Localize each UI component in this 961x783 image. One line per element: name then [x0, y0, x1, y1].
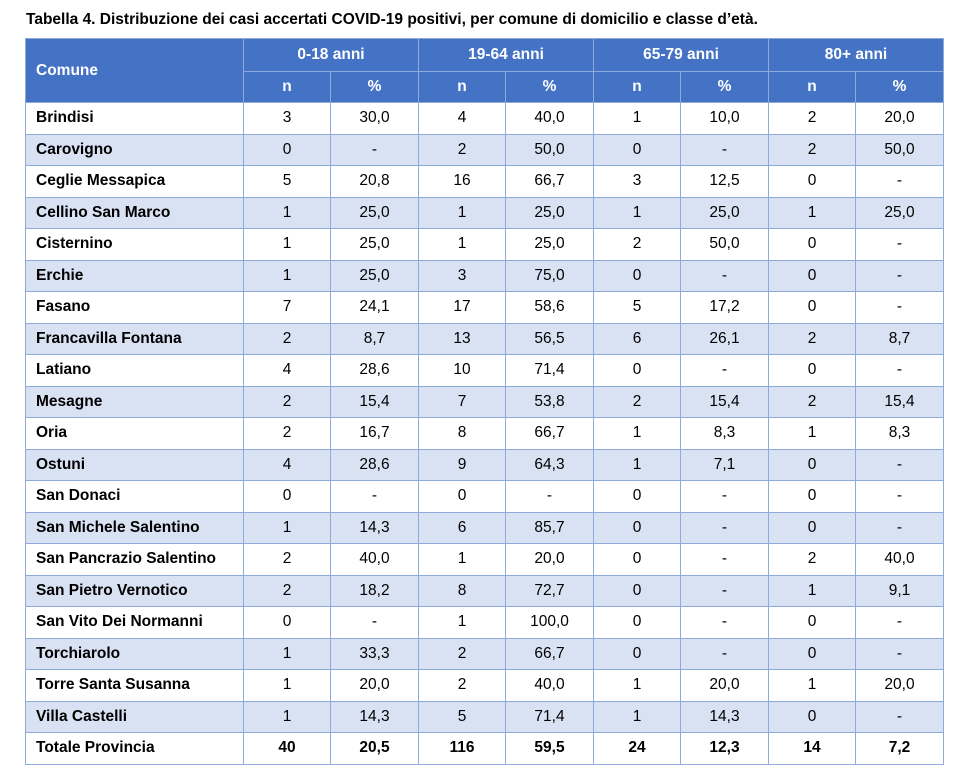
sub-header: %: [331, 72, 419, 103]
count-cell: 2: [769, 386, 856, 418]
comune-name: San Donaci: [26, 481, 244, 513]
count-cell: 0: [769, 512, 856, 544]
group-header: 80+ anni: [769, 39, 944, 72]
count-cell: 6: [419, 512, 506, 544]
comune-name: Ceglie Messapica: [26, 166, 244, 198]
count-cell: 2: [244, 418, 331, 450]
count-cell: 16: [419, 166, 506, 198]
count-cell: 8: [419, 418, 506, 450]
count-cell: 4: [244, 355, 331, 387]
count-cell: 0: [769, 638, 856, 670]
table-row: [26, 292, 944, 324]
count-cell: 1: [244, 512, 331, 544]
count-cell: 0: [769, 355, 856, 387]
count-cell: 0: [769, 607, 856, 639]
percent-cell: -: [856, 701, 944, 733]
percent-cell: 71,4: [506, 701, 594, 733]
count-cell: 1: [244, 638, 331, 670]
percent-cell: 53,8: [506, 386, 594, 418]
percent-cell: -: [856, 481, 944, 513]
table-row: [26, 544, 944, 576]
percent-cell: -: [856, 449, 944, 481]
count-cell: 8: [419, 575, 506, 607]
table-row: [26, 575, 944, 607]
count-cell: 0: [769, 166, 856, 198]
table-row: [26, 386, 944, 418]
table-row: [26, 638, 944, 670]
percent-cell: 25,0: [681, 197, 769, 229]
percent-cell: 50,0: [506, 134, 594, 166]
comune-name: Brindisi: [26, 103, 244, 135]
percent-cell: -: [856, 229, 944, 261]
percent-cell: 20,5: [331, 733, 419, 765]
count-cell: 10: [419, 355, 506, 387]
percent-cell: 24,1: [331, 292, 419, 324]
percent-cell: 25,0: [506, 229, 594, 261]
sub-header: %: [856, 72, 944, 103]
table-row: [26, 197, 944, 229]
table-header: [26, 39, 944, 103]
count-cell: 1: [419, 197, 506, 229]
count-cell: 1: [244, 260, 331, 292]
percent-cell: 26,1: [681, 323, 769, 355]
percent-cell: -: [681, 544, 769, 576]
percent-cell: 12,5: [681, 166, 769, 198]
percent-cell: 28,6: [331, 355, 419, 387]
count-cell: 7: [244, 292, 331, 324]
count-cell: 0: [594, 355, 681, 387]
count-cell: 0: [244, 481, 331, 513]
percent-cell: 66,7: [506, 166, 594, 198]
sub-header: n: [419, 72, 506, 103]
percent-cell: -: [681, 512, 769, 544]
percent-cell: 40,0: [856, 544, 944, 576]
count-cell: 2: [244, 544, 331, 576]
count-cell: 1: [419, 229, 506, 261]
percent-cell: 40,0: [506, 670, 594, 702]
count-cell: 0: [769, 260, 856, 292]
comune-name: Oria: [26, 418, 244, 450]
percent-cell: 66,7: [506, 418, 594, 450]
count-cell: 6: [594, 323, 681, 355]
count-cell: 5: [244, 166, 331, 198]
percent-cell: 7,1: [681, 449, 769, 481]
percent-cell: -: [681, 355, 769, 387]
percent-cell: 28,6: [331, 449, 419, 481]
percent-cell: 25,0: [331, 197, 419, 229]
percent-cell: 71,4: [506, 355, 594, 387]
count-cell: 2: [769, 134, 856, 166]
percent-cell: 20,0: [506, 544, 594, 576]
count-cell: 14: [769, 733, 856, 765]
percent-cell: -: [856, 512, 944, 544]
percent-cell: 20,8: [331, 166, 419, 198]
percent-cell: 9,1: [856, 575, 944, 607]
count-cell: 0: [594, 638, 681, 670]
column-header-comune: Comune: [26, 39, 244, 103]
count-cell: 0: [244, 607, 331, 639]
percent-cell: 30,0: [331, 103, 419, 135]
count-cell: 9: [419, 449, 506, 481]
sub-header: n: [244, 72, 331, 103]
count-cell: 2: [419, 670, 506, 702]
count-cell: 0: [769, 701, 856, 733]
count-cell: 1: [244, 701, 331, 733]
percent-cell: 50,0: [856, 134, 944, 166]
table-body: [26, 103, 944, 765]
count-cell: 2: [594, 386, 681, 418]
comune-name: Mesagne: [26, 386, 244, 418]
count-cell: 13: [419, 323, 506, 355]
count-cell: 1: [594, 701, 681, 733]
count-cell: 1: [244, 229, 331, 261]
count-cell: 0: [594, 544, 681, 576]
percent-cell: 56,5: [506, 323, 594, 355]
count-cell: 0: [594, 575, 681, 607]
count-cell: 116: [419, 733, 506, 765]
percent-cell: 14,3: [681, 701, 769, 733]
percent-cell: 25,0: [506, 197, 594, 229]
comune-name: San Pancrazio Salentino: [26, 544, 244, 576]
percent-cell: -: [681, 638, 769, 670]
percent-cell: -: [331, 607, 419, 639]
data-table: [25, 38, 944, 765]
comune-name: Villa Castelli: [26, 701, 244, 733]
percent-cell: 8,3: [856, 418, 944, 450]
count-cell: 1: [594, 103, 681, 135]
table-row: [26, 260, 944, 292]
percent-cell: 16,7: [331, 418, 419, 450]
count-cell: 5: [419, 701, 506, 733]
count-cell: 3: [594, 166, 681, 198]
count-cell: 0: [769, 229, 856, 261]
percent-cell: -: [681, 481, 769, 513]
count-cell: 1: [769, 575, 856, 607]
percent-cell: -: [681, 260, 769, 292]
count-cell: 0: [594, 134, 681, 166]
total-row: [26, 733, 944, 765]
comune-name: Latiano: [26, 355, 244, 387]
comune-name: Torre Santa Susanna: [26, 670, 244, 702]
percent-cell: 14,3: [331, 512, 419, 544]
count-cell: 2: [419, 134, 506, 166]
count-cell: 1: [769, 197, 856, 229]
percent-cell: 10,0: [681, 103, 769, 135]
percent-cell: 40,0: [506, 103, 594, 135]
comune-name: Fasano: [26, 292, 244, 324]
count-cell: 0: [769, 449, 856, 481]
count-cell: 4: [244, 449, 331, 481]
count-cell: 7: [419, 386, 506, 418]
table-row: [26, 670, 944, 702]
percent-cell: -: [506, 481, 594, 513]
count-cell: 17: [419, 292, 506, 324]
percent-cell: 7,2: [856, 733, 944, 765]
count-cell: 1: [594, 449, 681, 481]
percent-cell: -: [856, 166, 944, 198]
percent-cell: 12,3: [681, 733, 769, 765]
count-cell: 1: [594, 670, 681, 702]
percent-cell: 20,0: [681, 670, 769, 702]
percent-cell: 64,3: [506, 449, 594, 481]
percent-cell: 50,0: [681, 229, 769, 261]
count-cell: 2: [769, 544, 856, 576]
count-cell: 24: [594, 733, 681, 765]
sub-header: n: [594, 72, 681, 103]
percent-cell: -: [681, 575, 769, 607]
count-cell: 2: [594, 229, 681, 261]
count-cell: 1: [594, 197, 681, 229]
count-cell: 1: [419, 607, 506, 639]
percent-cell: 8,3: [681, 418, 769, 450]
count-cell: 5: [594, 292, 681, 324]
comune-name: Ostuni: [26, 449, 244, 481]
percent-cell: 75,0: [506, 260, 594, 292]
count-cell: 0: [594, 260, 681, 292]
count-cell: 0: [769, 292, 856, 324]
percent-cell: -: [681, 134, 769, 166]
percent-cell: 15,4: [856, 386, 944, 418]
count-cell: 1: [419, 544, 506, 576]
count-cell: 1: [769, 670, 856, 702]
comune-name: Totale Provincia: [26, 733, 244, 765]
percent-cell: 25,0: [856, 197, 944, 229]
count-cell: 40: [244, 733, 331, 765]
table-row: [26, 607, 944, 639]
count-cell: 2: [244, 386, 331, 418]
comune-name: Francavilla Fontana: [26, 323, 244, 355]
percent-cell: -: [856, 292, 944, 324]
count-cell: 1: [769, 418, 856, 450]
table-row: [26, 355, 944, 387]
table-row: [26, 481, 944, 513]
group-header: 19-64 anni: [419, 39, 594, 72]
count-cell: 2: [244, 323, 331, 355]
count-cell: 1: [244, 670, 331, 702]
percent-cell: 15,4: [331, 386, 419, 418]
table-row: [26, 701, 944, 733]
table-row: [26, 134, 944, 166]
percent-cell: 85,7: [506, 512, 594, 544]
percent-cell: 20,0: [331, 670, 419, 702]
sub-header: %: [506, 72, 594, 103]
table-row: [26, 229, 944, 261]
group-header: 65-79 anni: [594, 39, 769, 72]
percent-cell: 66,7: [506, 638, 594, 670]
group-header: 0-18 anni: [244, 39, 419, 72]
table-row: [26, 449, 944, 481]
count-cell: 3: [419, 260, 506, 292]
count-cell: 0: [769, 481, 856, 513]
percent-cell: 33,3: [331, 638, 419, 670]
percent-cell: 20,0: [856, 670, 944, 702]
count-cell: 2: [769, 323, 856, 355]
count-cell: 2: [769, 103, 856, 135]
percent-cell: 25,0: [331, 229, 419, 261]
count-cell: 0: [244, 134, 331, 166]
table-title: Tabella 4. Distribuzione dei casi accertati COVID-19 positivi, per comune di domicilio e classe d’età.: [26, 11, 758, 28]
percent-cell: 17,2: [681, 292, 769, 324]
comune-name: Cellino San Marco: [26, 197, 244, 229]
comune-name: Torchiarolo: [26, 638, 244, 670]
count-cell: 0: [419, 481, 506, 513]
percent-cell: -: [856, 607, 944, 639]
comune-name: San Vito Dei Normanni: [26, 607, 244, 639]
count-cell: 0: [594, 607, 681, 639]
percent-cell: 8,7: [331, 323, 419, 355]
count-cell: 1: [244, 197, 331, 229]
percent-cell: 72,7: [506, 575, 594, 607]
percent-cell: 58,6: [506, 292, 594, 324]
percent-cell: -: [856, 638, 944, 670]
percent-cell: 40,0: [331, 544, 419, 576]
count-cell: 2: [419, 638, 506, 670]
percent-cell: 20,0: [856, 103, 944, 135]
table-row: [26, 418, 944, 450]
percent-cell: -: [856, 355, 944, 387]
percent-cell: 14,3: [331, 701, 419, 733]
table-row: [26, 323, 944, 355]
percent-cell: -: [856, 260, 944, 292]
percent-cell: 25,0: [331, 260, 419, 292]
percent-cell: 18,2: [331, 575, 419, 607]
count-cell: 3: [244, 103, 331, 135]
percent-cell: 100,0: [506, 607, 594, 639]
table-row: [26, 166, 944, 198]
percent-cell: 59,5: [506, 733, 594, 765]
table-row: [26, 512, 944, 544]
comune-name: San Pietro Vernotico: [26, 575, 244, 607]
sub-header: %: [681, 72, 769, 103]
comune-name: San Michele Salentino: [26, 512, 244, 544]
sub-header: n: [769, 72, 856, 103]
comune-name: Carovigno: [26, 134, 244, 166]
count-cell: 2: [244, 575, 331, 607]
count-cell: 0: [594, 481, 681, 513]
comune-name: Cisternino: [26, 229, 244, 261]
percent-cell: -: [331, 481, 419, 513]
count-cell: 0: [594, 512, 681, 544]
percent-cell: 15,4: [681, 386, 769, 418]
count-cell: 4: [419, 103, 506, 135]
percent-cell: -: [681, 607, 769, 639]
count-cell: 1: [594, 418, 681, 450]
table-row: [26, 103, 944, 135]
comune-name: Erchie: [26, 260, 244, 292]
percent-cell: 8,7: [856, 323, 944, 355]
percent-cell: -: [331, 134, 419, 166]
